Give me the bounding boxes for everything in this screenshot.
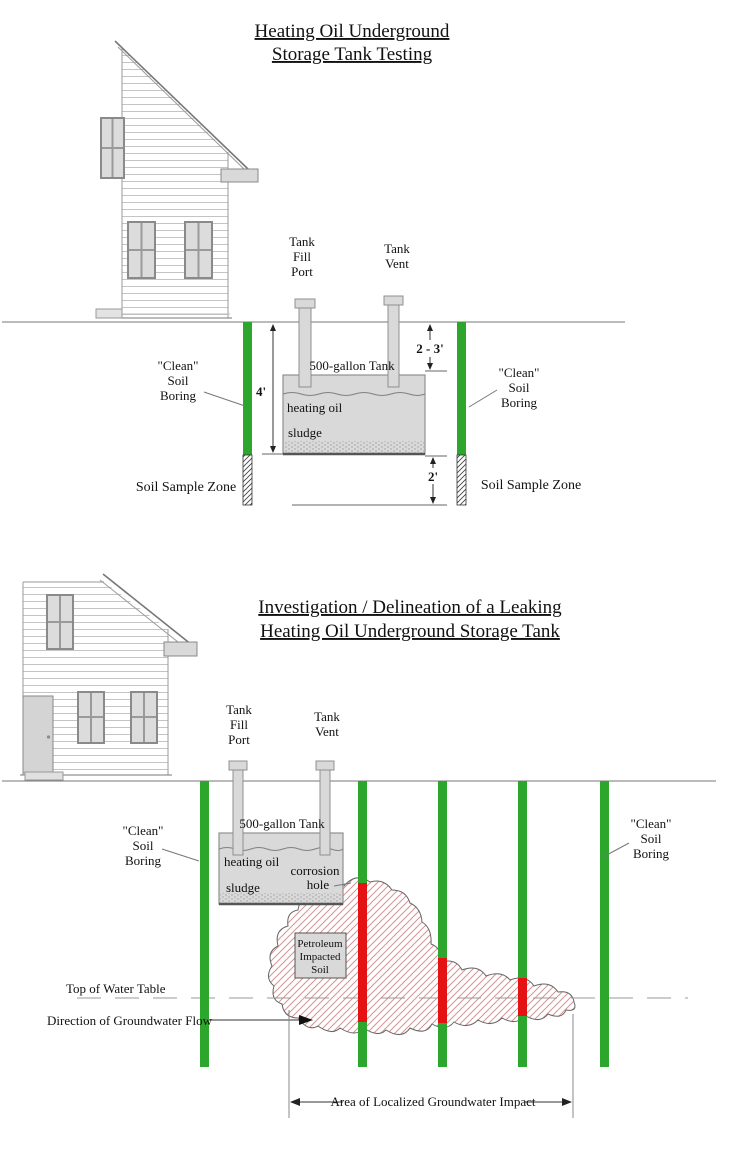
impact-area-label: Area of Localized Groundwater Impact	[330, 1094, 536, 1109]
clean-boring-label-right	[469, 365, 539, 410]
svg-text:Soil: Soil	[508, 380, 530, 395]
house-step	[96, 309, 122, 318]
bottom-house	[20, 574, 197, 780]
door-knob	[47, 735, 50, 738]
svg-text:Soil: Soil	[311, 964, 329, 976]
top-tank	[283, 296, 425, 454]
fill-pipe	[233, 770, 243, 855]
window	[128, 222, 155, 278]
sludge-label: sludge	[226, 880, 260, 895]
impacted-interval-boring-2	[358, 883, 367, 1022]
window	[185, 222, 212, 278]
svg-text:Soil: Soil	[132, 838, 154, 853]
sample-zone-label-left: Soil Sample Zone	[135, 480, 237, 495]
bottom-diagram	[2, 574, 716, 1118]
dim-4ft	[256, 324, 283, 454]
impacted-interval-boring-3	[438, 958, 447, 1023]
svg-text:Petroleum: Petroleum	[297, 938, 343, 950]
sludge-label: sludge	[288, 425, 322, 440]
top-title-line2: Storage Tank Testing	[271, 44, 433, 65]
fill-pipe-cap	[229, 761, 247, 770]
door-step	[25, 772, 63, 780]
svg-text:Soil: Soil	[640, 831, 662, 846]
soil-sample-zone-left	[243, 455, 252, 505]
svg-text:2': 2'	[427, 469, 439, 484]
svg-text:Vent: Vent	[385, 256, 409, 271]
roof-eave	[221, 169, 258, 182]
svg-text:Port: Port	[291, 264, 313, 279]
svg-text:"Clean": "Clean"	[630, 816, 672, 831]
roof-eave	[164, 642, 197, 656]
water-table-label: Top of Water Table	[66, 981, 166, 996]
clean-soil-boring-left	[243, 322, 252, 455]
petroleum-impacted-soil-label	[295, 933, 346, 978]
svg-text:Boring: Boring	[159, 388, 197, 403]
leader-line	[469, 390, 497, 407]
vent-pipe	[388, 304, 399, 387]
fill-port-label	[226, 702, 252, 747]
svg-text:hole: hole	[306, 877, 330, 892]
tank-size-label: 500-gallon Tank	[239, 816, 325, 831]
soil-sample-zone-right	[457, 455, 466, 505]
svg-text:Tank: Tank	[226, 702, 252, 717]
svg-text:Tank: Tank	[289, 234, 315, 249]
svg-text:Vent: Vent	[315, 724, 339, 739]
svg-text:"Clean": "Clean"	[498, 365, 540, 380]
tank-size-label: 500-gallon Tank	[309, 358, 395, 373]
leader-line	[204, 392, 245, 406]
svg-text:"Clean": "Clean"	[122, 823, 164, 838]
groundwater-flow-label: Direction of Groundwater Flow	[47, 1013, 212, 1028]
vent-pipe	[320, 770, 330, 855]
heating-oil-label: heating oil	[287, 400, 343, 415]
svg-text:Soil: Soil	[167, 373, 189, 388]
soil-boring-3	[438, 781, 447, 1067]
clean-boring-label-left	[158, 358, 245, 406]
svg-text:Fill: Fill	[229, 717, 249, 732]
svg-text:"Clean": "Clean"	[157, 358, 199, 373]
top-house	[96, 41, 258, 318]
heating-oil-label: heating oil	[224, 854, 280, 869]
fill-port-label	[289, 234, 315, 279]
vent-label	[384, 241, 410, 271]
svg-text:2 - 3': 2 - 3'	[416, 341, 444, 356]
dim-2-3ft	[407, 324, 453, 371]
svg-text:Boring: Boring	[632, 846, 670, 861]
svg-text:corrosion: corrosion	[290, 863, 340, 878]
bottom-title-line2: Heating Oil Underground Storage Tank	[260, 621, 560, 642]
window	[131, 692, 157, 743]
fill-pipe-cap	[295, 299, 315, 308]
soil-boring-4	[518, 781, 527, 1067]
vent-label	[314, 709, 340, 739]
clean-boring-label-left	[123, 823, 199, 868]
window	[47, 595, 73, 649]
svg-text:Impacted: Impacted	[299, 951, 341, 963]
top-title-line1: Heating Oil Underground	[254, 21, 450, 42]
sludge-layer	[284, 441, 424, 453]
window	[101, 118, 124, 178]
sample-zone-label-right: Soil Sample Zone	[480, 478, 582, 493]
svg-text:Boring: Boring	[500, 395, 538, 410]
vent-pipe-cap	[316, 761, 334, 770]
clean-soil-boring-right	[600, 781, 609, 1067]
svg-text:4': 4'	[255, 384, 267, 399]
clean-soil-boring-right	[457, 322, 466, 455]
svg-text:Fill: Fill	[292, 249, 312, 264]
dim-2ft	[292, 456, 447, 505]
window	[78, 692, 104, 743]
svg-text:Boring: Boring	[124, 853, 162, 868]
vent-pipe-cap	[384, 296, 403, 305]
door	[23, 696, 53, 773]
impacted-interval-boring-4	[518, 978, 527, 1016]
top-diagram	[2, 21, 625, 505]
svg-text:Tank: Tank	[384, 241, 410, 256]
svg-text:Port: Port	[228, 732, 250, 747]
svg-text:Tank: Tank	[314, 709, 340, 724]
leader-line	[162, 849, 199, 861]
fill-pipe	[299, 307, 311, 387]
bottom-title-line1: Investigation / Delineation of a Leaking	[258, 597, 562, 618]
clean-boring-label-right	[603, 816, 671, 861]
